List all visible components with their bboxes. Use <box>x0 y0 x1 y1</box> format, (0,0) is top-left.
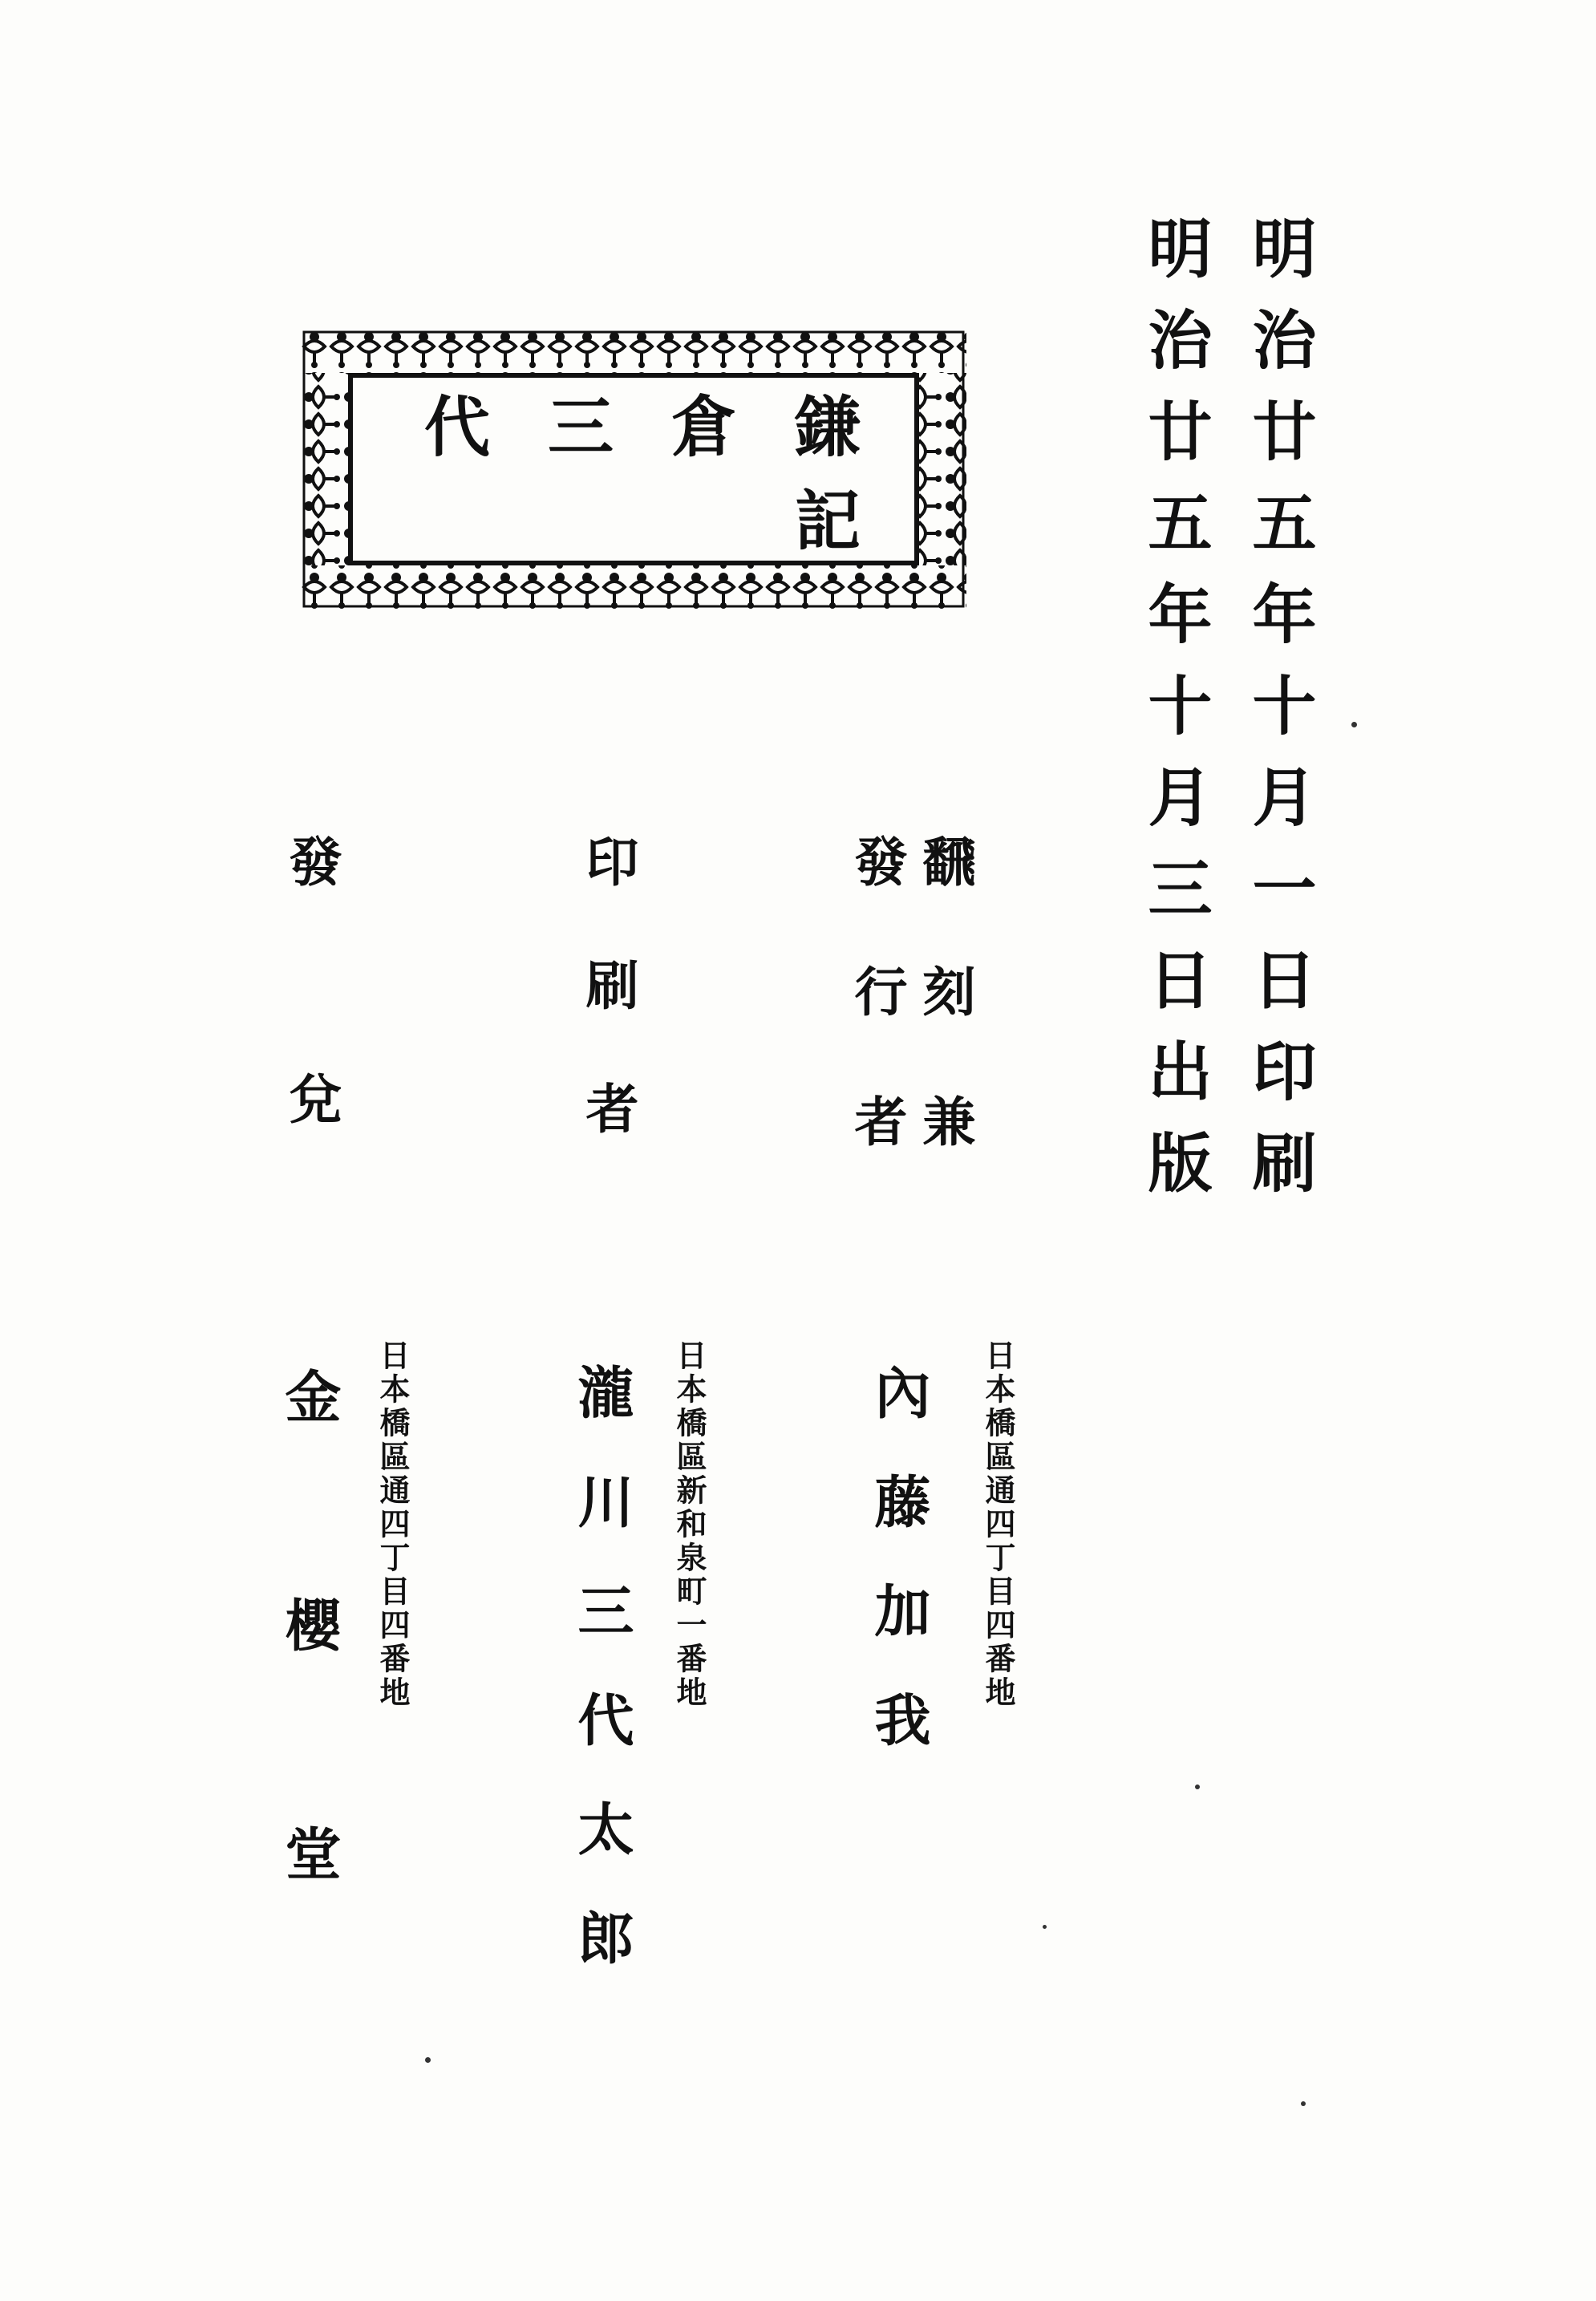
print-date: 明治廿五年十月一日印刷 <box>1242 215 1317 1221</box>
author-role-line2: 發行者 <box>845 834 908 1224</box>
printer-address: 日本橋區新和泉町一番地 <box>671 1339 707 1710</box>
ink-speck <box>1043 1925 1047 1929</box>
ink-speck <box>425 2057 431 2063</box>
book-title: 鎌倉三代記 <box>423 389 918 560</box>
ink-speck <box>1195 1784 1200 1789</box>
ink-speck <box>1301 2101 1306 2106</box>
ink-speck <box>1351 722 1357 727</box>
author-address: 日本橋區通四丁目四番地 <box>980 1339 1016 1710</box>
printer-role: 印刷者 <box>577 834 639 1205</box>
seller-name: 金櫻堂 <box>276 1367 342 2053</box>
author-role-line1: 飜刻兼 <box>913 834 976 1224</box>
seller-address: 日本橋區通四丁目四番地 <box>375 1339 411 1710</box>
title-frame <box>301 329 966 610</box>
author-name: 內藤加我 <box>865 1363 932 1800</box>
publish-date: 明治廿五年十月三日出版 <box>1137 215 1213 1221</box>
printer-name: 瀧川三代太郎 <box>569 1363 635 2018</box>
seller-role: 發兌 <box>280 834 342 1309</box>
